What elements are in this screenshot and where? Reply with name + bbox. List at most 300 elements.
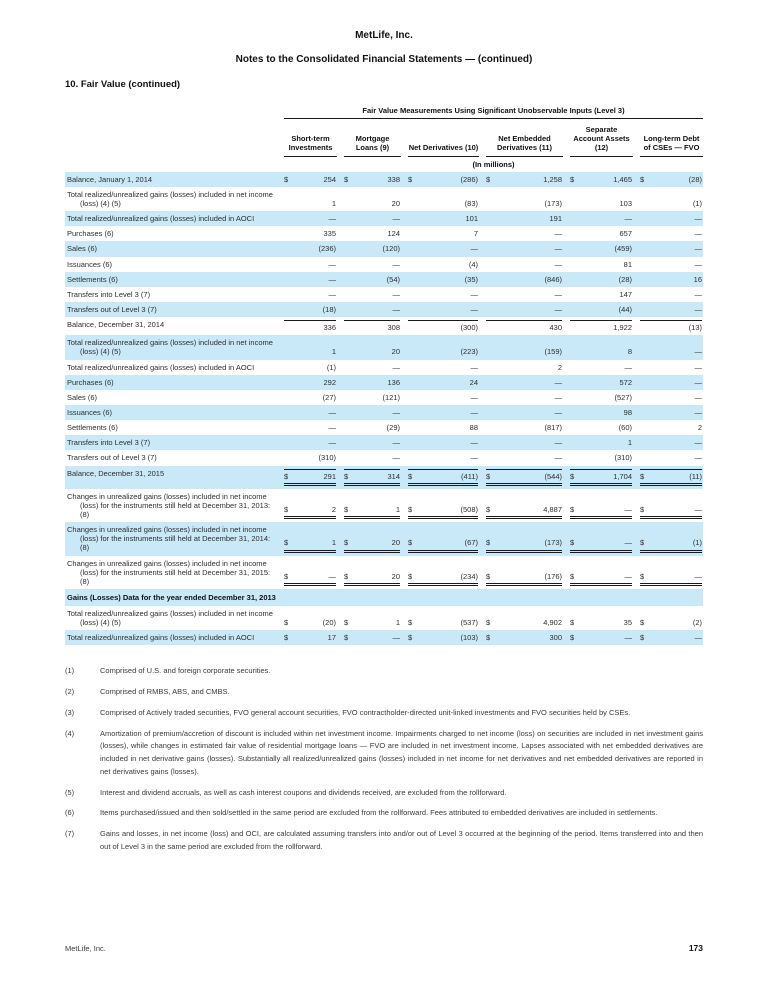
- value-cell: [633, 405, 703, 420]
- dollar-sign: $: [640, 471, 645, 481]
- value-cell: [633, 360, 703, 375]
- value-cell: [337, 466, 401, 489]
- column-header-1: [277, 119, 337, 156]
- table-row: [65, 211, 703, 226]
- value-cell: [277, 522, 337, 555]
- value-cell: [563, 335, 633, 359]
- value-cell: [401, 317, 479, 335]
- footnote-number: (5): [65, 787, 75, 797]
- value-cell: [337, 241, 401, 256]
- cell-value: 191: [549, 214, 562, 224]
- value-cell: [401, 211, 479, 226]
- cell-value: —: [694, 259, 702, 269]
- value-cell: [337, 287, 401, 302]
- footnotes-section: [65, 665, 703, 853]
- value-cell: [633, 241, 703, 256]
- table-row: [65, 522, 703, 555]
- value-cell: [563, 390, 633, 405]
- value-cell: [633, 450, 703, 465]
- value-cell: [563, 317, 633, 335]
- cell-value: 7: [473, 229, 478, 239]
- cell-value: (310): [614, 453, 632, 463]
- cell-value: 98: [623, 407, 632, 417]
- cell-value: —: [392, 289, 400, 299]
- footnote-number: (4): [65, 728, 75, 738]
- footnote-text: Comprised of Actively traded securities, FVO general account securities, FVO contractholder-directed unit-linked investments and FVO securities held by CSEs.: [100, 707, 631, 717]
- section-header-row: [65, 589, 703, 606]
- value-cell: [277, 420, 337, 435]
- cell-value: (11): [689, 471, 702, 481]
- dollar-sign: $: [408, 571, 413, 581]
- cell-value: —: [392, 259, 400, 269]
- dollar-sign: $: [344, 633, 349, 643]
- cell-value: 1,258: [543, 174, 562, 184]
- cell-value: (121): [382, 392, 400, 402]
- row-label: Total realized/unrealized gains (losses) included in net income (loss) (4) (5): [67, 338, 273, 357]
- table-row: [65, 466, 703, 489]
- value-cell: [277, 360, 337, 375]
- footnote-text: Comprised of U.S. and foreign corporate securities.: [100, 666, 271, 676]
- cell-value: —: [470, 453, 478, 463]
- value-cell: [337, 335, 401, 359]
- cell-value: 17: [327, 633, 336, 643]
- dollar-sign: $: [570, 571, 575, 581]
- cell-value: —: [554, 229, 562, 239]
- value-cell: [337, 489, 401, 522]
- cell-value: (120): [382, 244, 400, 254]
- dollar-sign: $: [570, 471, 575, 481]
- cell-value: —: [554, 453, 562, 463]
- value-cell: [633, 257, 703, 272]
- row-label: Changes in unrealized gains (losses) included in net income (loss) for the instruments still held at December 31, 2015: (8): [67, 558, 271, 586]
- value-cell: [337, 226, 401, 241]
- value-cell: [401, 390, 479, 405]
- value-cell: [633, 187, 703, 211]
- column-header-label: Net Derivatives (10): [408, 143, 479, 156]
- cell-value: (537): [460, 618, 478, 628]
- value-cell: [563, 375, 633, 390]
- table-row: [65, 287, 703, 302]
- cell-value: —: [392, 362, 400, 372]
- cell-value: —: [554, 392, 562, 402]
- footnote-text: Comprised of RMBS, ABS, and CMBS.: [100, 687, 230, 697]
- table-row: [65, 272, 703, 287]
- dollar-sign: $: [640, 504, 645, 514]
- value-cell: [401, 630, 479, 645]
- value-cell: [633, 272, 703, 287]
- value-cell: [633, 317, 703, 335]
- value-cell: [401, 335, 479, 359]
- cell-value: —: [694, 571, 702, 581]
- table-row: [65, 241, 703, 256]
- value-cell: [277, 556, 337, 589]
- cell-value: 88: [469, 423, 478, 433]
- value-cell: [633, 172, 703, 187]
- cell-value: 1: [627, 438, 632, 448]
- value-cell: [401, 466, 479, 489]
- value-cell: [337, 187, 401, 211]
- cell-value: (459): [614, 244, 632, 254]
- column-header-3: [401, 119, 479, 156]
- cell-value: —: [328, 407, 336, 417]
- cell-value: 1,465: [613, 174, 632, 184]
- span-title-cell: [277, 106, 703, 119]
- value-cell: [277, 390, 337, 405]
- dollar-sign: $: [284, 471, 289, 481]
- value-cell: [633, 226, 703, 241]
- cell-value: —: [328, 274, 336, 284]
- cell-value: (28): [618, 274, 632, 284]
- dollar-sign: $: [570, 174, 575, 184]
- value-cell: [337, 390, 401, 405]
- footnote-text: Items purchased/issued and then sold/settled in the same period are excluded from the rollforward. Fees attributed to embedded derivatives are included in settlements.: [100, 808, 658, 818]
- dollar-sign: $: [344, 174, 349, 184]
- cell-value: (83): [464, 198, 478, 208]
- cell-value: 1: [331, 538, 336, 548]
- spacer-cell: [65, 106, 277, 119]
- section-header-label: Gains (Losses) Data for the year ended December 31, 2013: [67, 592, 276, 602]
- cell-value: 430: [549, 323, 562, 333]
- units-row: [65, 157, 703, 172]
- cell-value: 2: [697, 423, 702, 433]
- cell-value: —: [554, 407, 562, 417]
- cell-value: —: [694, 392, 702, 402]
- cell-value: 20: [391, 347, 400, 357]
- cell-value: 35: [623, 618, 632, 628]
- dollar-sign: $: [284, 174, 289, 184]
- value-cell: [337, 172, 401, 187]
- table-row: [65, 420, 703, 435]
- value-cell: [633, 556, 703, 589]
- value-cell: [401, 375, 479, 390]
- table-row: [65, 172, 703, 187]
- dollar-sign: $: [408, 618, 413, 628]
- value-cell: [337, 375, 401, 390]
- cell-value: 101: [465, 214, 478, 224]
- cell-value: (173): [544, 538, 562, 548]
- cell-value: 336: [323, 323, 336, 333]
- cell-value: 147: [619, 289, 632, 299]
- dollar-sign: $: [344, 538, 349, 548]
- value-cell: [277, 466, 337, 489]
- value-cell: [479, 335, 563, 359]
- cell-value: 4,887: [543, 504, 562, 514]
- spacer-cell: [65, 119, 277, 156]
- row-label: Changes in unrealized gains (losses) included in net income (loss) for the instruments still held at December 31, 2013: (8): [67, 491, 271, 519]
- value-cell: [479, 241, 563, 256]
- row-label: Total realized/unrealized gains (losses) included in AOCI: [67, 214, 255, 224]
- dollar-sign: $: [344, 471, 349, 481]
- cell-value: —: [624, 504, 632, 514]
- dollar-sign: $: [486, 471, 491, 481]
- cell-value: —: [624, 214, 632, 224]
- dollar-sign: $: [284, 618, 289, 628]
- cell-value: (35): [464, 274, 478, 284]
- footnote-number: (6): [65, 808, 75, 818]
- cell-value: (411): [461, 471, 478, 481]
- footnote: [65, 728, 703, 779]
- row-label: Changes in unrealized gains (losses) included in net income (loss) for the instruments still held at December 31, 2014: (8): [67, 525, 271, 553]
- cell-value: 20: [391, 571, 400, 581]
- cell-value: 1,922: [613, 323, 632, 333]
- cell-value: (1): [692, 538, 702, 548]
- cell-value: (67): [464, 538, 478, 548]
- value-cell: [563, 435, 633, 450]
- cell-value: 2: [557, 362, 562, 372]
- table-row: [65, 226, 703, 241]
- cell-value: —: [694, 633, 702, 643]
- table-row: [65, 360, 703, 375]
- cell-value: (223): [460, 347, 478, 357]
- value-cell: [479, 360, 563, 375]
- cell-value: (27): [322, 392, 336, 402]
- footnote-number: (7): [65, 829, 75, 839]
- value-cell: [337, 522, 401, 555]
- cell-value: —: [328, 259, 336, 269]
- column-header-4: [479, 119, 563, 156]
- value-cell: [479, 302, 563, 317]
- cell-value: —: [554, 244, 562, 254]
- cell-value: (1): [326, 362, 336, 372]
- value-cell: [563, 226, 633, 241]
- table-row: [65, 390, 703, 405]
- value-cell: [277, 317, 337, 335]
- value-cell: [337, 302, 401, 317]
- value-cell: [277, 489, 337, 522]
- cell-value: 1: [331, 198, 336, 208]
- fair-value-level3-table: [65, 106, 703, 645]
- dollar-sign: $: [408, 471, 413, 481]
- row-label: Transfers into Level 3 (7): [67, 289, 151, 299]
- row-label: Total realized/unrealized gains (losses) included in net income (loss) (4) (5): [67, 609, 273, 628]
- footnote: [65, 787, 703, 800]
- value-cell: [277, 450, 337, 465]
- value-cell: [401, 435, 479, 450]
- dollar-sign: $: [640, 618, 645, 628]
- cell-value: 136: [387, 377, 400, 387]
- table-row: [65, 630, 703, 645]
- value-cell: [401, 172, 479, 187]
- table-row: [65, 405, 703, 420]
- value-cell: [479, 420, 563, 435]
- table-row: [65, 335, 703, 359]
- value-cell: [277, 335, 337, 359]
- cell-value: (29): [386, 423, 400, 433]
- cell-value: —: [392, 214, 400, 224]
- column-header-label: Net Embedded Derivatives (11): [486, 134, 563, 156]
- cell-value: 16: [693, 274, 702, 284]
- cell-value: 24: [469, 377, 478, 387]
- value-cell: [277, 187, 337, 211]
- cell-value: —: [470, 304, 478, 314]
- cell-value: —: [554, 304, 562, 314]
- table-row: [65, 257, 703, 272]
- value-cell: [563, 360, 633, 375]
- spacer-cell: [65, 157, 277, 172]
- value-cell: [277, 435, 337, 450]
- cell-value: (544): [544, 471, 562, 481]
- value-cell: [277, 302, 337, 317]
- cell-value: —: [694, 377, 702, 387]
- dollar-sign: $: [570, 538, 575, 548]
- cell-value: 300: [549, 633, 562, 643]
- footnote-number: (1): [65, 666, 75, 676]
- cell-value: (176): [544, 571, 562, 581]
- row-label: Balance, December 31, 2014: [67, 320, 165, 330]
- value-cell: [479, 489, 563, 522]
- cell-value: (234): [460, 571, 478, 581]
- cell-value: 291: [323, 471, 336, 481]
- row-label: Issuances (6): [67, 407, 113, 417]
- value-cell: [633, 420, 703, 435]
- cell-value: —: [470, 407, 478, 417]
- cell-value: 2: [331, 504, 336, 514]
- cell-value: (2): [692, 618, 702, 628]
- row-label: Transfers into Level 3 (7): [67, 438, 151, 448]
- table-row: [65, 375, 703, 390]
- row-label: Transfers out of Level 3 (7): [67, 304, 157, 314]
- value-cell: [563, 187, 633, 211]
- cell-value: (508): [460, 504, 478, 514]
- cell-value: —: [694, 347, 702, 357]
- table-row: [65, 187, 703, 211]
- value-cell: [563, 522, 633, 555]
- value-cell: [633, 211, 703, 226]
- value-cell: [337, 450, 401, 465]
- value-cell: [277, 606, 337, 630]
- value-cell: [277, 172, 337, 187]
- value-cell: [277, 226, 337, 241]
- column-header-label: Mortgage Loans (9): [344, 134, 401, 156]
- dollar-sign: $: [486, 538, 491, 548]
- row-label: Sales (6): [67, 244, 98, 254]
- table-row: [65, 450, 703, 465]
- value-cell: [337, 556, 401, 589]
- value-cell: [401, 226, 479, 241]
- cell-value: (527): [614, 392, 632, 402]
- cell-value: 657: [619, 229, 632, 239]
- value-cell: [563, 606, 633, 630]
- value-cell: [337, 211, 401, 226]
- cell-value: (236): [318, 244, 336, 254]
- value-cell: [633, 435, 703, 450]
- cell-value: —: [624, 538, 632, 548]
- cell-value: 314: [387, 471, 400, 481]
- footnote: [65, 807, 703, 820]
- row-label: Purchases (6): [67, 377, 114, 387]
- cell-value: (54): [386, 274, 400, 284]
- row-label: Total realized/unrealized gains (losses) included in net income (loss) (4) (5): [67, 189, 273, 208]
- cell-value: —: [328, 289, 336, 299]
- value-cell: [277, 630, 337, 645]
- notes-subtitle: Notes to the Consolidated Financial Statements — (continued): [235, 54, 533, 65]
- value-cell: [479, 556, 563, 589]
- row-label: Transfers out of Level 3 (7): [67, 453, 157, 463]
- value-cell: [277, 405, 337, 420]
- dollar-sign: $: [640, 538, 645, 548]
- value-cell: [563, 172, 633, 187]
- footnote: [65, 828, 703, 854]
- footnote: [65, 707, 703, 720]
- row-label: Balance, December 31, 2015: [67, 468, 165, 478]
- value-cell: [401, 257, 479, 272]
- row-label: Balance, January 1, 2014: [67, 174, 153, 184]
- cell-value: —: [624, 571, 632, 581]
- cell-value: (173): [544, 198, 562, 208]
- cell-value: —: [392, 633, 400, 643]
- value-cell: [277, 241, 337, 256]
- cell-value: (817): [544, 423, 562, 433]
- value-cell: [633, 287, 703, 302]
- cell-value: —: [470, 392, 478, 402]
- dollar-sign: $: [344, 571, 349, 581]
- value-cell: [479, 630, 563, 645]
- value-cell: [277, 272, 337, 287]
- column-header-label: Long-term Debt of CSEs — FVO: [640, 134, 703, 156]
- value-cell: [401, 489, 479, 522]
- cell-value: (286): [460, 174, 478, 184]
- footer-company: MetLife, Inc.: [65, 944, 106, 953]
- value-cell: [479, 606, 563, 630]
- table-row: [65, 489, 703, 522]
- cell-value: (159): [544, 347, 562, 357]
- dollar-sign: $: [486, 571, 491, 581]
- value-cell: [479, 466, 563, 489]
- units-label: (In millions): [472, 159, 515, 169]
- value-cell: [337, 606, 401, 630]
- table-row: [65, 317, 703, 335]
- cell-value: 254: [323, 174, 336, 184]
- cell-value: (4): [468, 259, 478, 269]
- value-cell: [277, 257, 337, 272]
- cell-value: —: [392, 453, 400, 463]
- dollar-sign: $: [344, 618, 349, 628]
- section-heading: 10. Fair Value (continued): [65, 79, 181, 90]
- dollar-sign: $: [408, 174, 413, 184]
- dollar-sign: $: [344, 504, 349, 514]
- cell-value: —: [554, 289, 562, 299]
- dollar-sign: $: [640, 571, 645, 581]
- column-header-2: [337, 119, 401, 156]
- cell-value: —: [328, 438, 336, 448]
- value-cell: [277, 375, 337, 390]
- cell-value: 1: [331, 347, 336, 357]
- dollar-sign: $: [640, 633, 645, 643]
- row-label: Total realized/unrealized gains (losses) included in AOCI: [67, 362, 255, 372]
- value-cell: [563, 405, 633, 420]
- cell-value: —: [694, 244, 702, 254]
- cell-value: 20: [391, 538, 400, 548]
- value-cell: [479, 287, 563, 302]
- cell-value: —: [694, 504, 702, 514]
- footnote-number: (3): [65, 707, 75, 717]
- value-cell: [401, 556, 479, 589]
- value-cell: [633, 630, 703, 645]
- column-header-5: [563, 119, 633, 156]
- value-cell: [479, 405, 563, 420]
- cell-value: —: [392, 407, 400, 417]
- footer-page-number: 173: [688, 943, 703, 953]
- value-cell: [401, 420, 479, 435]
- cell-value: —: [470, 438, 478, 448]
- dollar-sign: $: [486, 633, 491, 643]
- cell-value: —: [328, 423, 336, 433]
- footnote: [65, 665, 703, 678]
- value-cell: [479, 450, 563, 465]
- value-cell: [337, 435, 401, 450]
- cell-value: (44): [618, 304, 632, 314]
- cell-value: (18): [322, 304, 336, 314]
